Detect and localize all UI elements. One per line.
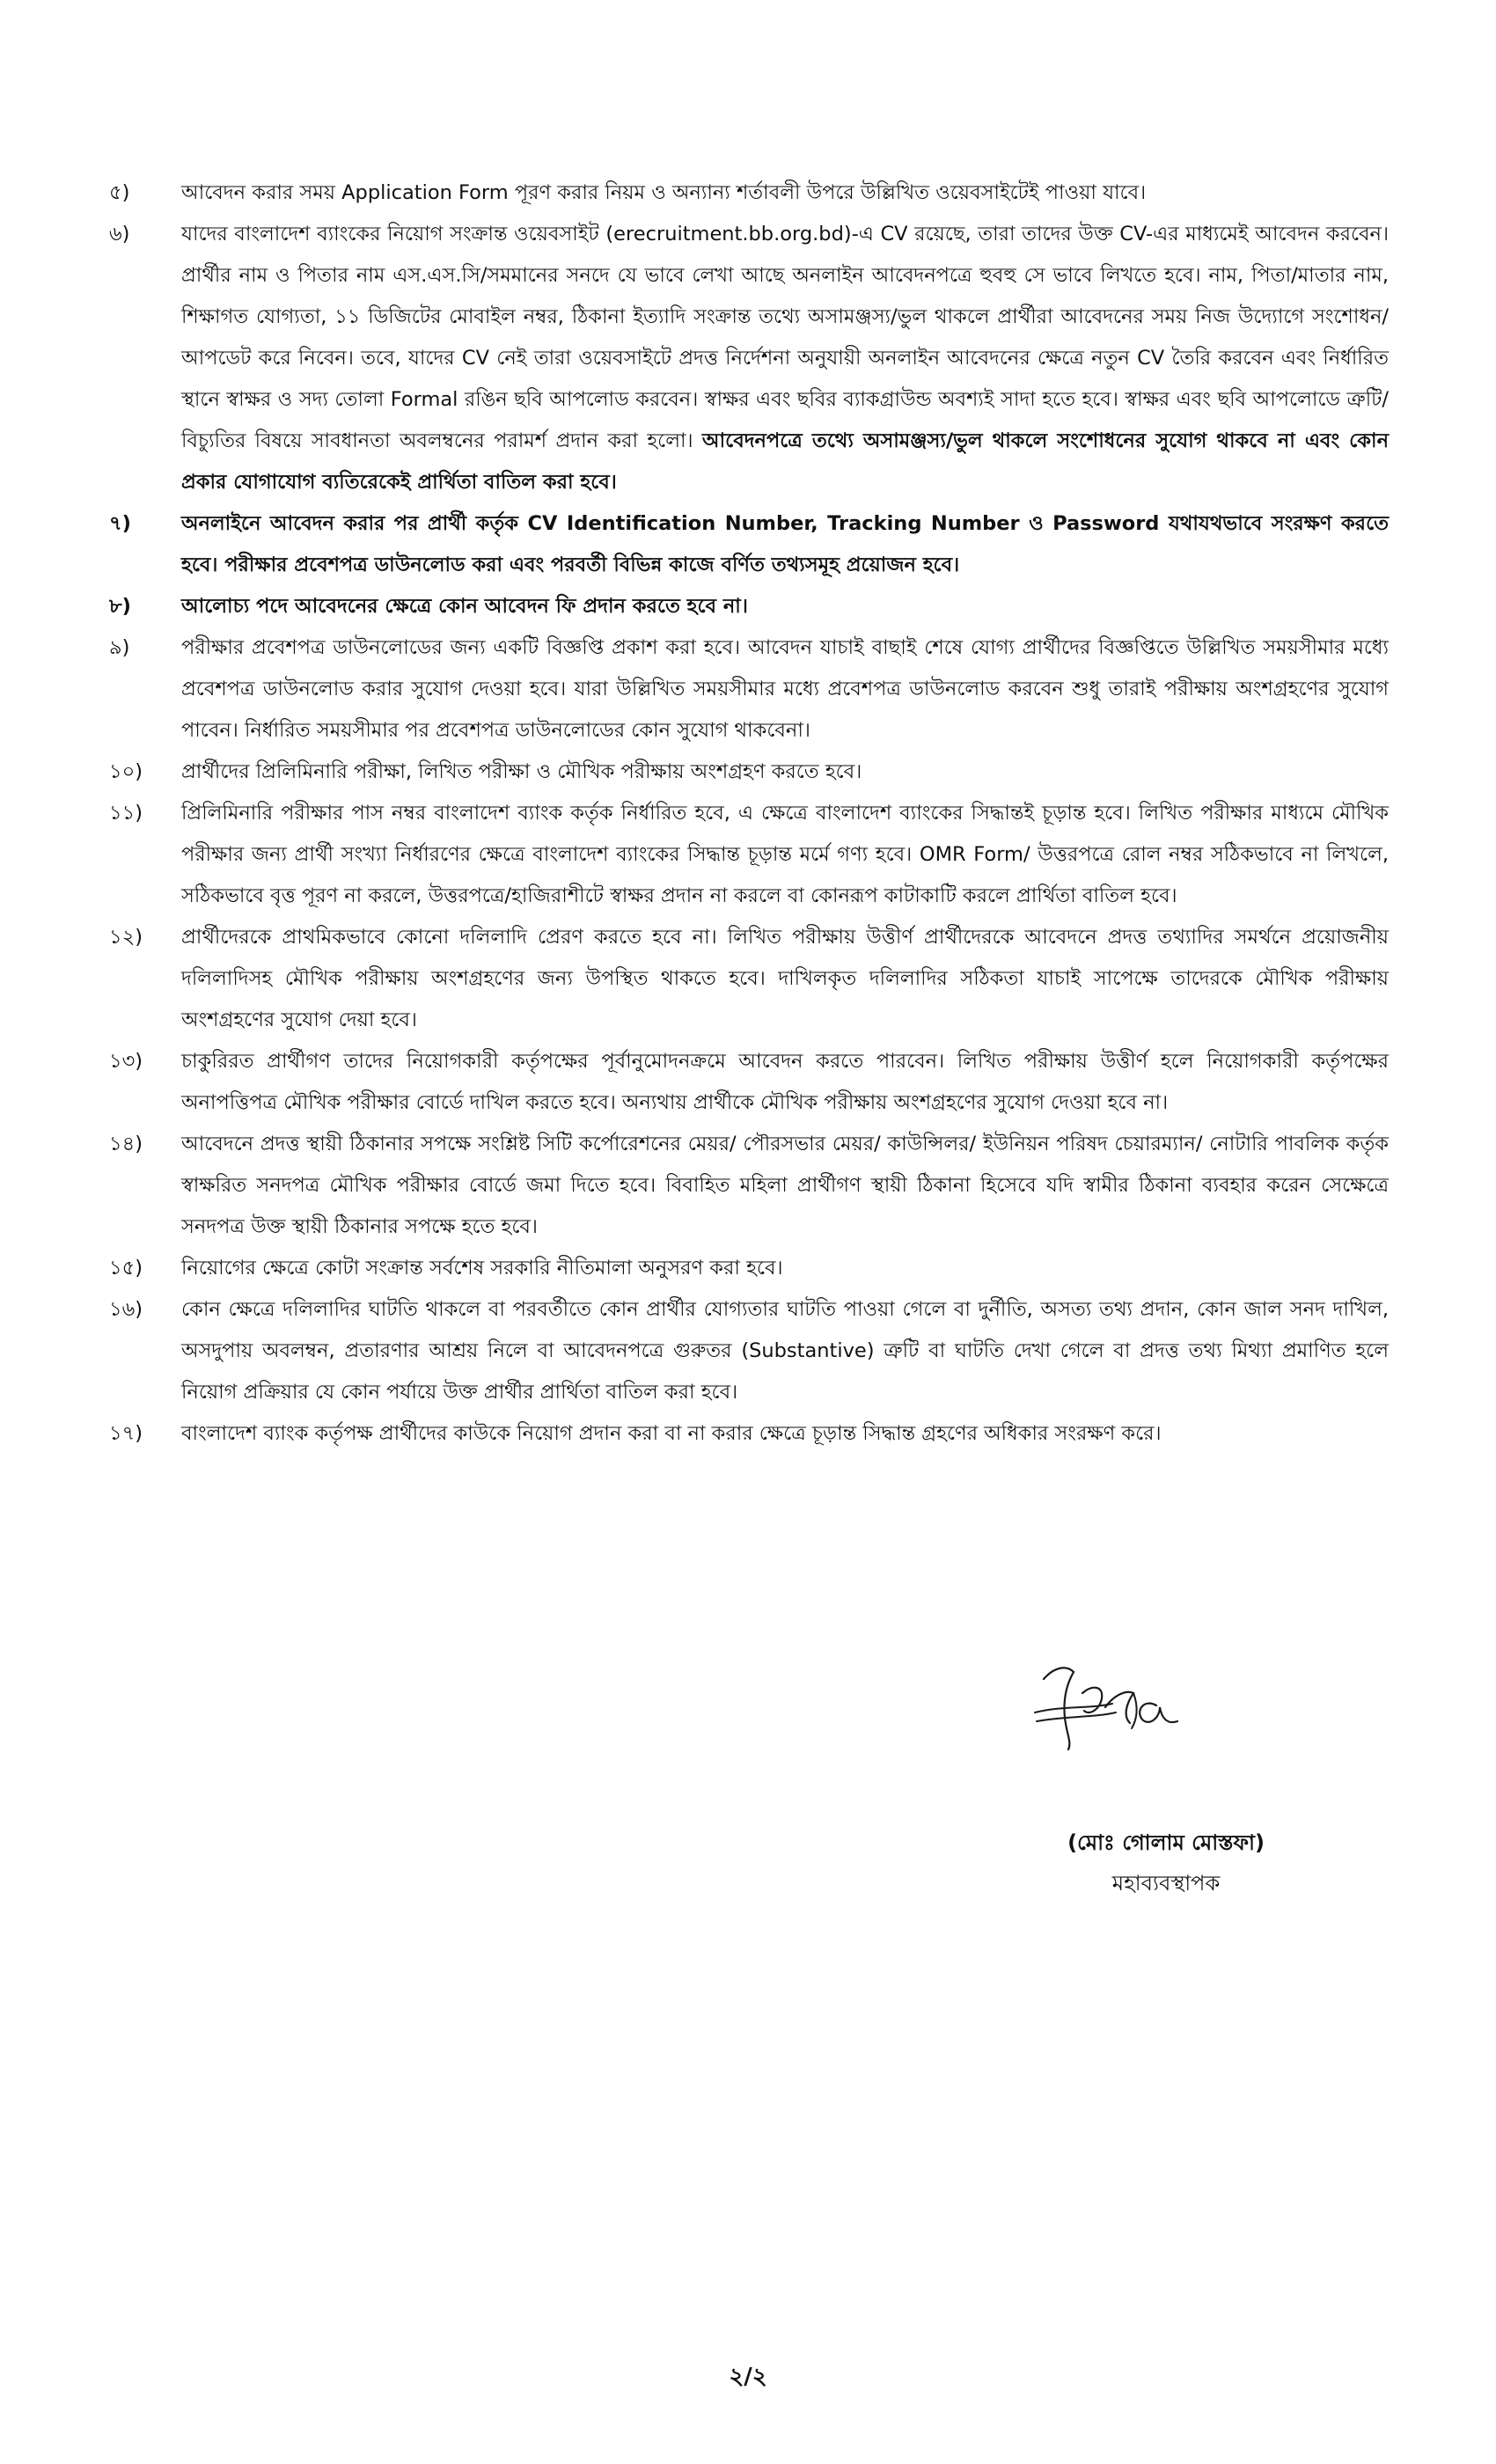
list-item [104, 172, 1389, 214]
list-item [104, 1413, 1389, 1455]
item-text-regular: যাদের বাংলাদেশ ব্যাংকের নিয়োগ সংক্রান্ত ওয়েবসাইট (erecruitment.bb.org.bd)-এ CV রয়েছে, তারা তাদের উক্ত CV-এর মাধ্যমেই আবেদন করবেন। প্রার্থীর নাম ও পিতার নাম এস.এস.সি/সমমানের সনদে যে ভাবে লেখা আছে অনলাইন আবেদনপত্রে হুবহু সে ভাবে লিখতে হবে। নাম, পিতা/মাতার নাম, শিক্ষাগত যোগ্যতা, ১১ ডিজিটের মোবাইল নম্বর, ঠিকানা ইত্যাদি সংক্রান্ত তথ্যে অসামঞ্জস্য/ভুল থাকলে প্রার্থীরা আবেদনের সময় নিজ উদ্যোগে সংশোধন/আপডেট করে নিবেন। তবে, যাদের CV নেই তারা ওয়েবসাইটে প্রদত্ত নির্দেশনা অনুযায়ী অনলাইন আবেদনের ক্ষেত্রে নতুন CV তৈরি করবেন এবং নির্ধারিত স্থানে স্বাক্ষর ও সদ্য তোলা Formal রঙিন ছবি আপলোড করবেন। স্বাক্ষর এবং ছবির ব্যাকগ্রাউন্ড অবশ্যই সাদা হতে হবে। স্বাক্ষর এবং ছবি আপলোডে ত্রুটি/বিচ্যুতির বিষয়ে সাবধানতা অবলম্বনের পরামর্শ প্রদান করা হলো। [181, 223, 1389, 452]
list-item [104, 793, 1389, 917]
item-number: ৬) [109, 223, 130, 246]
list-item [104, 1289, 1389, 1413]
item-text [181, 214, 1389, 503]
item-text: নিয়োগের ক্ষেত্রে কোটা সংক্রান্ত সর্বশেষ সরকারি নীতিমালা অনুসরণ করা হবে। [181, 1257, 783, 1280]
item-text: আবেদনে প্রদত্ত স্থায়ী ঠিকানার সপক্ষে সংশ্লিষ্ট সিটি কর্পোরেশনের মেয়র/ পৌরসভার মেয়র/ কাউন্সিলর/ ইউনিয়ন পরিষদ চেয়ারম্যান/ নোটারি পাবলিক কর্তৃক স্বাক্ষরিত সনদপত্র মৌখিক পরীক্ষার বোর্ডে জমা দিতে হবে। বিবাহিত মহিলা প্রার্থীগণ স্থায়ী ঠিকানা হিসেবে যদি স্বামীর ঠিকানা ব্যবহার করেন সেক্ষেত্রে সনদপত্র উক্ত স্থায়ী ঠিকানার সপক্ষে হতে হবে। [181, 1133, 1389, 1238]
item-number: ১২) [109, 926, 143, 949]
item-text: চাকুরিরত প্রার্থীগণ তাদের নিয়োগকারী কর্তৃপক্ষের পূর্বানুমোদনক্রমে আবেদন করতে পারবেন। লিখিত পরীক্ষায় উত্তীর্ণ হলে নিয়োগকারী কর্তৃপক্ষের অনাপত্তিপত্র মৌখিক পরীক্ষার বোর্ডে দাখিল করতে হবে। অন্যথায় প্রার্থীকে মৌখিক পরীক্ষায় অংশগ্রহণের সুযোগ দেওয়া হবে না। [181, 1050, 1389, 1114]
list-item [104, 627, 1389, 752]
item-number: ১৩) [109, 1050, 143, 1073]
list-item [104, 1124, 1389, 1248]
item-number: ৫) [109, 181, 130, 204]
list-item [104, 752, 1389, 793]
handwritten-signature [1028, 1654, 1195, 1760]
item-text: প্রিলিমিনারি পরীক্ষার পাস নম্বর বাংলাদেশ ব্যাংক কর্তৃক নির্ধারিত হবে, এ ক্ষেত্রে বাংলাদেশ ব্যাংকের সিদ্ধান্তই চূড়ান্ত হবে। লিখিত পরীক্ষার মাধ্যমে মৌখিক পরীক্ষার জন্য প্রার্থী সংখ্যা নির্ধারণের ক্ষেত্রে বাংলাদেশ ব্যাংকের সিদ্ধান্ত চূড়ান্ত মর্মে গণ্য হবে। OMR Form/ উত্তরপত্রে রোল নম্বর সঠিকভাবে না লিখলে, সঠিকভাবে বৃত্ত পূরণ না করলে, উত্তরপত্রে/হাজিরাশীটে স্বাক্ষর প্রদান না করলে বা কোনরূপ কাটাকাটি করলে প্রার্থিতা বাতিল হবে। [181, 802, 1389, 907]
item-number: ৯) [109, 636, 130, 659]
list-item [104, 214, 1389, 503]
item-number: ১৭) [109, 1422, 143, 1445]
list-item [104, 586, 1389, 627]
item-number: ১১) [109, 802, 143, 825]
item-text: আলোচ্য পদে আবেদনের ক্ষেত্রে কোন আবেদন ফি প্রদান করতে হবে না। [181, 595, 748, 618]
list-item [104, 917, 1389, 1041]
item-text: প্রার্থীদের প্রিলিমিনারি পরীক্ষা, লিখিত পরীক্ষা ও মৌখিক পরীক্ষায় অংশগ্রহণ করতে হবে। [181, 760, 862, 783]
instruction-list [104, 172, 1389, 1455]
list-item [104, 1041, 1389, 1124]
item-text-bold: আবেদনপত্রে তথ্যে অসামঞ্জস্য/ভুল থাকলে সংশোধনের সুযোগ থাকবে না এবং কোন প্রকার যোগাযোগ ব্যতিরেকেই প্রার্থিতা বাতিল করা হবে। [181, 429, 1389, 494]
item-number: ১৪) [109, 1133, 143, 1155]
item-text: কোন ক্ষেত্রে দলিলাদির ঘাটতি থাকলে বা পরবর্তীতে কোন প্রার্থীর যোগ্যতার ঘাটতি পাওয়া গেলে বা দুর্নীতি, অসত্য তথ্য প্রদান, কোন জাল সনদ দাখিল, অসদুপায় অবলম্বন, প্রতারণার আশ্রয় নিলে বা আবেদনপত্রে গুরুতর (Substantive) ত্রুটি বা ঘাটতি দেখা গেলে বা প্রদত্ত তথ্য মিথ্যা প্রমাণিত হলে নিয়োগ প্রক্রিয়ার যে কোন পর্যায়ে উক্ত প্রার্থীর প্রার্থিতা বাতিল করা হবে। [181, 1298, 1389, 1404]
signatory-designation: মহাব্যবস্থাপক [1111, 1871, 1221, 1896]
signatory-name: (মোঃ গোলাম মোস্তফা) [1067, 1830, 1265, 1855]
item-number: ১৬) [109, 1298, 143, 1321]
item-text: অনলাইনে আবেদন করার পর প্রার্থী কর্তৃক CV Identification Number, Tracking Number ও Password যথাযথভাবে সংরক্ষণ করতে হবে। পরীক্ষার প্রবেশপত্র ডাউনলোড করা এবং পরবর্তী বিভিন্ন কাজে বর্ণিত তথ্যসমূহ প্রয়োজন হবে। [181, 512, 1389, 576]
item-text: বাংলাদেশ ব্যাংক কর্তৃপক্ষ প্রার্থীদের কাউকে নিয়োগ প্রদান করা বা না করার ক্ষেত্রে চূড়ান্ত সিদ্ধান্ত গ্রহণের অধিকার সংরক্ষণ করে। [181, 1422, 1162, 1445]
list-item [104, 503, 1389, 586]
list-item [104, 1248, 1389, 1289]
item-number: ৮) [109, 595, 131, 618]
item-number: ৭) [109, 512, 131, 535]
page-number: ২/২ [729, 2364, 767, 2390]
item-text: পরীক্ষার প্রবেশপত্র ডাউনলোডের জন্য একটি বিজ্ঞপ্তি প্রকাশ করা হবে। আবেদন যাচাই বাছাই শেষে যোগ্য প্রার্থীদের বিজ্ঞপ্তিতে উল্লিখিত সময়সীমার মধ্যে প্রবেশপত্র ডাউনলোড করার সুযোগ দেওয়া হবে। যারা উল্লিখিত সময়সীমার মধ্যে প্রবেশপত্র ডাউনলোড করবেন শুধু তারাই পরীক্ষায় অংশগ্রহণের সুযোগ পাবেন। নির্ধারিত সময়সীমার পর প্রবেশপত্র ডাউনলোডের কোন সুযোগ থাকবেনা। [181, 636, 1389, 742]
item-text: আবেদন করার সময় Application Form পূরণ করার নিয়ম ও অন্যান্য শর্তাবলী উপরে উল্লিখিত ওয়েবসাইটেই পাওয়া যাবে। [181, 181, 1147, 204]
item-number: ১০) [109, 760, 143, 783]
item-text: প্রার্থীদেরকে প্রাথমিকভাবে কোনো দলিলাদি প্রেরণ করতে হবে না। লিখিত পরীক্ষায় উত্তীর্ণ প্রার্থীদেরকে আবেদনে প্রদত্ত তথ্যাদির সমর্থনে প্রয়োজনীয় দলিলাদিসহ মৌখিক পরীক্ষায় অংশগ্রহণের জন্য উপস্থিত থাকতে হবে। দাখিলকৃত দলিলাদির সঠিকতা যাচাই সাপেক্ষে তাদেরকে মৌখিক পরীক্ষায় অংশগ্রহণের সুযোগ দেয়া হবে। [181, 926, 1389, 1031]
item-number: ১৫) [109, 1257, 143, 1280]
